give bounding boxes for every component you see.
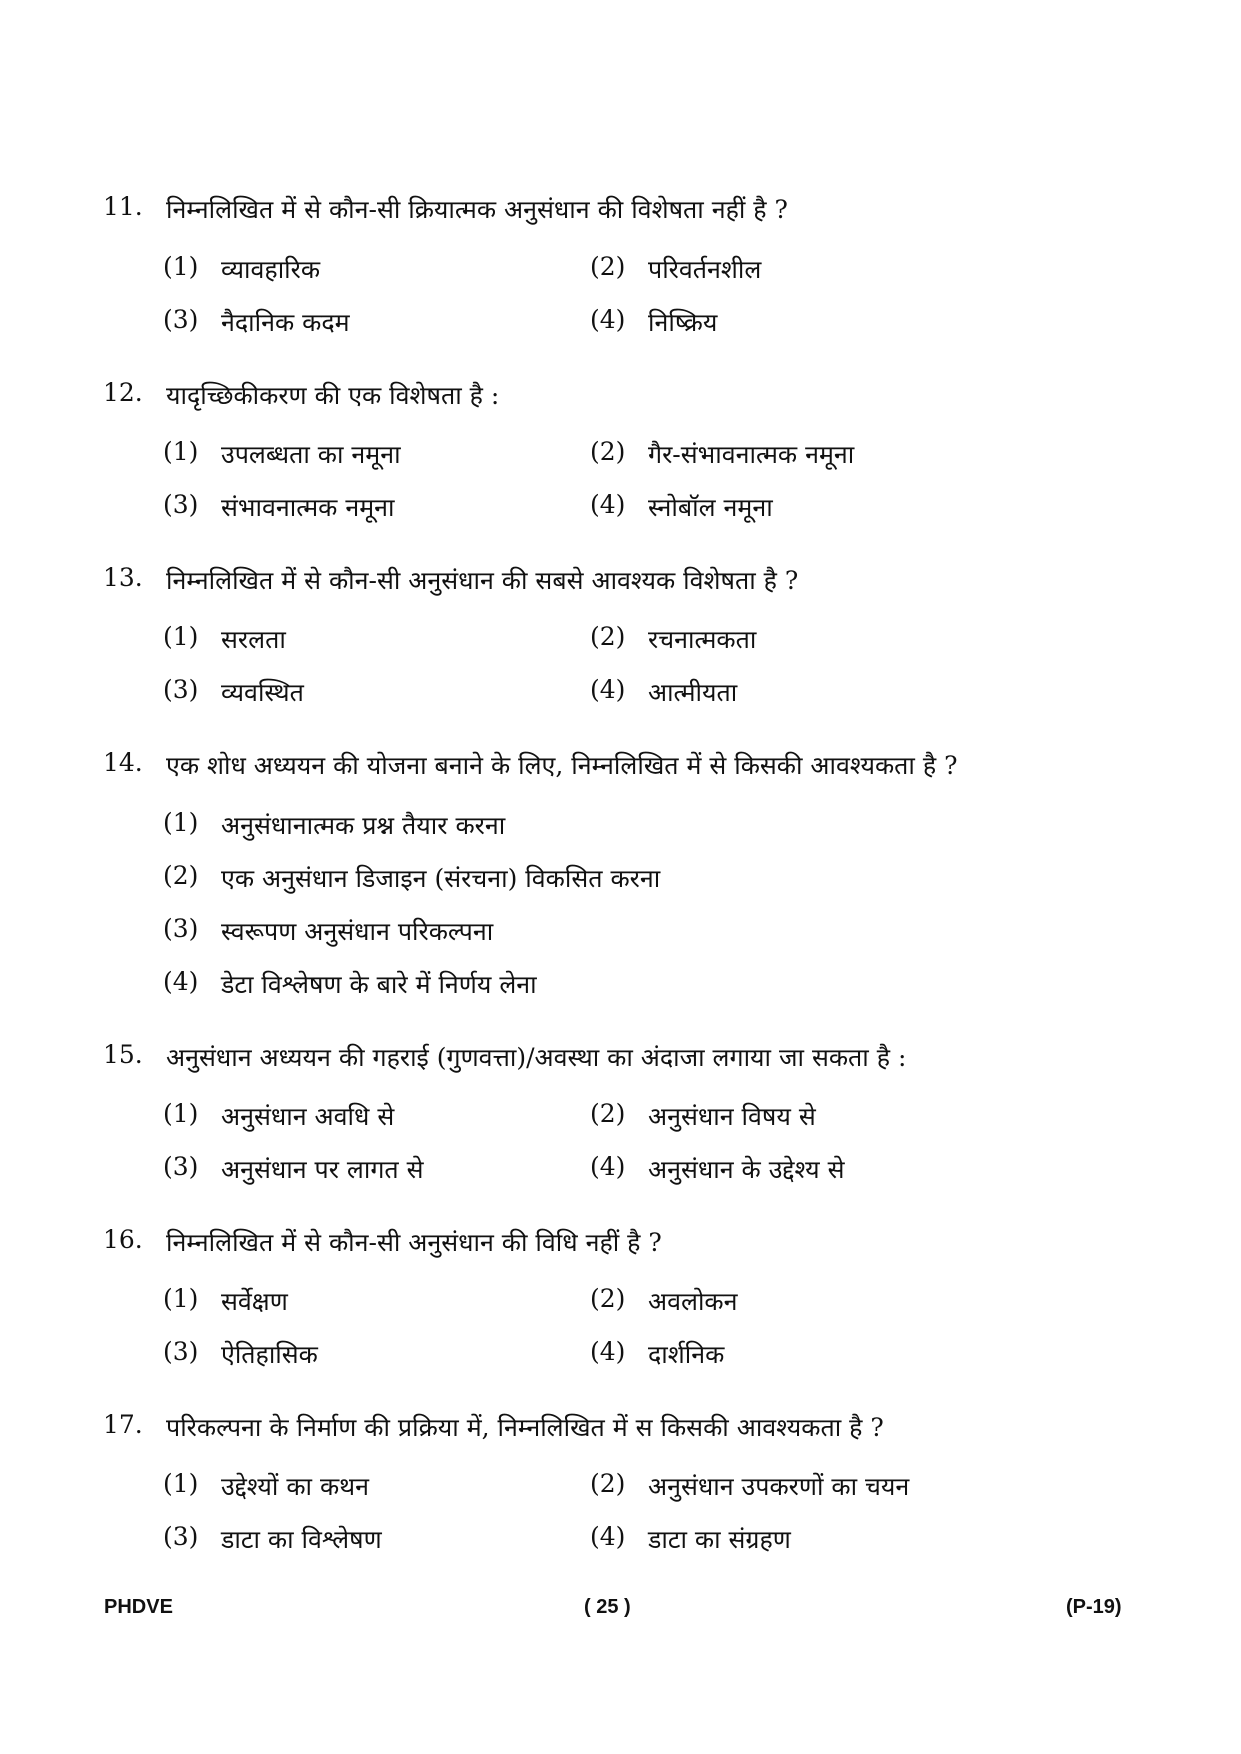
question-number: 12. (103, 378, 143, 407)
option-number: (1) (163, 622, 199, 651)
option-text: सरलता (221, 625, 286, 654)
question-number: 14. (103, 748, 143, 777)
question-text: परिकल्पना के निर्माण की प्रक्रिया में, निम्नलिखित में स किसकी आवश्यकता है ? (166, 1413, 884, 1442)
question-text: एक शोध अध्ययन की योजना बनाने के लिए, निम्नलिखित में से किसकी आवश्यकता है ? (166, 751, 958, 780)
option-number: (2) (590, 437, 626, 466)
option-text: सर्वेक्षण (221, 1287, 288, 1316)
option-number: (3) (163, 305, 199, 334)
question-number: 15. (103, 1040, 143, 1069)
option-number: (3) (163, 490, 199, 519)
option-number: (4) (163, 967, 199, 996)
option-text: स्नोबॉल नमूना (648, 493, 773, 522)
option-number: (2) (590, 1284, 626, 1313)
option-text: डाटा का संग्रहण (648, 1525, 791, 1554)
option-number: (4) (590, 1522, 626, 1551)
footer-code: PHDVE (104, 1596, 173, 1618)
option-number: (4) (590, 675, 626, 704)
option-text: नैदानिक कदम (221, 308, 350, 337)
question-text: निम्नलिखित में से कौन-सी क्रियात्मक अनुसंधान की विशेषता नहीं है ? (166, 195, 788, 224)
option-number: (1) (163, 1469, 199, 1498)
option-number: (4) (590, 1337, 626, 1366)
option-text: डाटा का विश्लेषण (221, 1525, 382, 1554)
option-text: व्यवस्थित (221, 678, 304, 707)
option-number: (3) (163, 1337, 199, 1366)
question-text: यादृच्छिकीकरण की एक विशेषता है : (166, 381, 500, 410)
question-number: 13. (103, 563, 143, 592)
question-text: निम्नलिखित में से कौन-सी अनुसंधान की विधि नहीं है ? (166, 1228, 662, 1257)
option-text: आत्मीयता (648, 678, 738, 707)
option-number: (3) (163, 675, 199, 704)
option-number: (3) (163, 914, 199, 943)
option-number: (1) (163, 437, 199, 466)
option-number: (2) (163, 861, 199, 890)
option-number: (4) (590, 1152, 626, 1181)
question-text: अनुसंधान अध्ययन की गहराई (गुणवत्ता)/अवस्था का अंदाजा लगाया जा सकता है : (166, 1043, 907, 1072)
option-number: (3) (163, 1522, 199, 1551)
option-text: अनुसंधान अवधि से (221, 1102, 395, 1131)
page-number: ( 25 ) (584, 1596, 631, 1618)
option-text: परिवर्तनशील (648, 255, 762, 284)
option-text: व्यावहारिक (221, 255, 321, 284)
option-number: (2) (590, 1469, 626, 1498)
option-number: (2) (590, 1099, 626, 1128)
option-text: अनुसंधान के उद्देश्य से (648, 1155, 845, 1184)
option-text: एक अनुसंधान डिजाइन (संरचना) विकसित करना (221, 864, 661, 893)
footer-page-ref: (P-19) (1066, 1596, 1122, 1618)
option-text: संभावनात्मक नमूना (221, 493, 395, 522)
option-text: अनुसंधानात्मक प्रश्न तैयार करना (221, 811, 506, 840)
option-number: (1) (163, 1099, 199, 1128)
option-number: (1) (163, 808, 199, 837)
option-text: उद्देश्यों का कथन (221, 1472, 370, 1501)
option-text: अनुसंधान पर लागत से (221, 1155, 424, 1184)
option-text: स्वरूपण अनुसंधान परिकल्पना (221, 917, 494, 946)
option-number: (3) (163, 1152, 199, 1181)
option-number: (2) (590, 252, 626, 281)
option-text: अनुसंधान विषय से (648, 1102, 816, 1131)
option-number: (4) (590, 490, 626, 519)
question-number: 16. (103, 1225, 143, 1254)
question-text: निम्नलिखित में से कौन-सी अनुसंधान की सबसे आवश्यक विशेषता है ? (166, 566, 799, 595)
option-text: दार्शनिक (648, 1340, 725, 1369)
option-number: (1) (163, 1284, 199, 1313)
question-number: 11. (103, 192, 143, 221)
option-text: डेटा विश्लेषण के बारे में निर्णय लेना (221, 970, 537, 999)
option-text: ऐतिहासिक (221, 1340, 318, 1369)
option-text: रचनात्मकता (648, 625, 757, 654)
option-text: निष्क्रिय (648, 308, 718, 337)
option-text: अनुसंधान उपकरणों का चयन (648, 1472, 910, 1501)
option-text: उपलब्धता का नमूना (221, 440, 401, 469)
option-number: (1) (163, 252, 199, 281)
option-number: (2) (590, 622, 626, 651)
option-text: गैर-संभावनात्मक नमूना (648, 440, 855, 469)
option-number: (4) (590, 305, 626, 334)
option-text: अवलोकन (648, 1287, 738, 1316)
question-number: 17. (103, 1410, 143, 1439)
